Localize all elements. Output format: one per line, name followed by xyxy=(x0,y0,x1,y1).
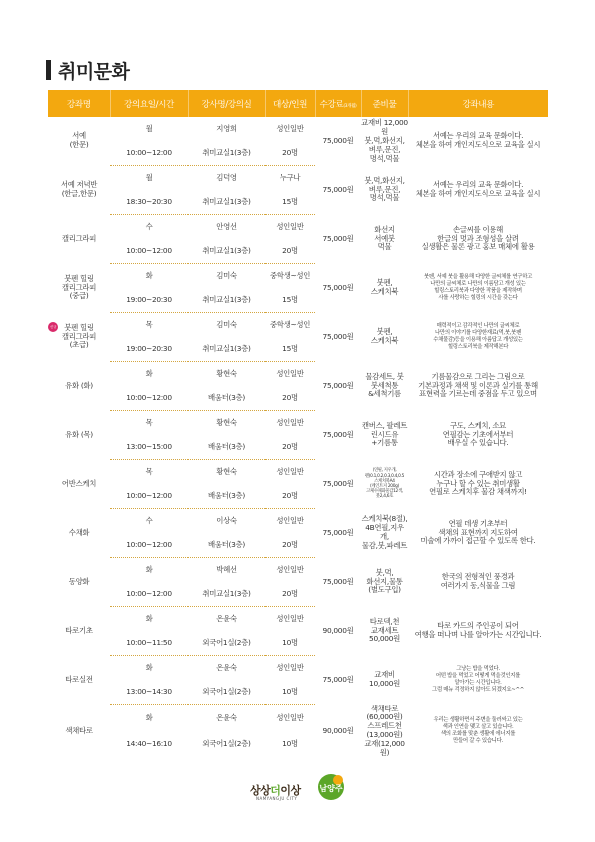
course-room: 취미교실1(3층) xyxy=(188,288,265,313)
course-teacher: 황현숙 xyxy=(216,368,237,378)
course-time: 13:00~14:30 xyxy=(110,680,188,705)
course-row xyxy=(48,509,548,534)
city-logo xyxy=(250,772,360,802)
course-name xyxy=(48,215,110,264)
course-row xyxy=(48,166,548,191)
course-room: 배움터(3층) xyxy=(188,484,265,509)
course-name-text: 색채타로 xyxy=(65,725,93,735)
course-teacher: 김미숙 xyxy=(216,319,237,329)
course-materials: 물감세트, 붓 붓세척통 &세척기름 xyxy=(365,371,404,399)
course-time: 10:00~12:00 xyxy=(110,386,188,411)
course-table xyxy=(48,90,548,758)
course-name xyxy=(48,656,110,705)
course-time: 10:00~12:00 xyxy=(110,141,188,166)
course-day: 화 xyxy=(145,613,153,623)
course-name-text: 서예 저녁반 (한글,한문) xyxy=(60,180,98,198)
course-target: 성인일반 xyxy=(276,221,304,231)
course-time: 13:00~15:00 xyxy=(110,435,188,460)
course-name xyxy=(48,313,110,362)
course-fee: 75,000원 xyxy=(322,331,354,341)
course-description: 구도, 스케치, 소묘 연필감는 기초에서부터 배우실 수 있습니다. xyxy=(442,420,514,448)
header-content: 강좌내용 xyxy=(408,90,548,117)
course-quota: 10명 xyxy=(282,739,298,749)
course-name xyxy=(48,411,110,460)
course-name-text: 캘리그라피 xyxy=(61,233,97,243)
course-description: 붓펜, 서예 붓을 활용해 다양한 글씨체를 연구하고 나만의 글씨체로 나만의 이름담고 개성 있는 힐링스토리북과 다양한 작품을 제작하며 사를 사랑하는 힐링의 시간을 갖는다 xyxy=(423,274,533,301)
course-name-text: 유화 (목) xyxy=(65,429,93,439)
course-name xyxy=(48,607,110,656)
course-target: 성인일반 xyxy=(276,466,304,476)
course-fee: 75,000원 xyxy=(322,527,354,537)
course-description: 시간과 장소에 구애받지 않고 누구나 할 수 있는 취미생활 연필로 스케치후 물감 채색까지! xyxy=(429,469,527,497)
course-room: 취미교실1(3층) xyxy=(188,190,265,215)
course-materials: 교재비 12,000원 붓,먹,화선지, 벼루,문진, 명석,먹물 xyxy=(361,118,408,163)
course-teacher: 황현숙 xyxy=(216,417,237,427)
course-name-text: 동양화 xyxy=(68,576,90,586)
course-name xyxy=(48,460,110,509)
course-materials: 교재비 10,000원 xyxy=(369,670,400,688)
course-name-text: 타로실전 xyxy=(65,674,93,684)
course-quota: 20명 xyxy=(265,386,315,411)
course-row xyxy=(48,705,548,732)
header-fee-label: 수강료 xyxy=(319,99,344,110)
course-target: 성인일반 xyxy=(276,564,304,574)
course-room: 취미교실1(3층) xyxy=(188,337,265,362)
course-day: 화 xyxy=(145,662,153,672)
course-room: 외국어1실(2층) xyxy=(188,631,265,656)
course-quota: 20명 xyxy=(265,484,315,509)
slogan-left: 상상 xyxy=(250,784,271,797)
course-materials: 붓펜, 스케치북 xyxy=(370,278,399,296)
course-target: 성인일반 xyxy=(276,417,304,427)
course-teacher: 온윤숙 xyxy=(216,662,237,672)
course-day: 화 xyxy=(145,712,153,722)
header-teacher-room: 강사명/강의실 xyxy=(188,90,265,117)
course-fee: 75,000원 xyxy=(322,233,354,243)
course-name xyxy=(48,509,110,558)
city-name-text: NAMYANGJU CITY xyxy=(256,796,298,801)
course-fee: 75,000원 xyxy=(322,135,354,145)
course-row xyxy=(48,313,548,338)
course-target: 성인일반 xyxy=(276,368,304,378)
course-target: 성인일반 xyxy=(276,662,304,672)
course-materials: 캔버스, 팔레트 린시드유 +기름통 xyxy=(361,420,408,448)
course-materials: 붓,먹,화선지, 벼루,문진, 명석,먹물 xyxy=(364,175,405,203)
course-materials: (연필, 지우개, 펜(0.1,0.2,0.3,0.4,0.5 스케치북A4 (케인트지 200g) 고체수채화물감12색, 붓2,4,6호 xyxy=(364,468,405,500)
course-quota: 15명 xyxy=(265,190,315,215)
course-teacher: 김덕영 xyxy=(216,172,237,182)
course-fee: 75,000원 xyxy=(322,576,354,586)
course-quota: 20명 xyxy=(265,533,315,558)
section-title xyxy=(46,58,129,82)
namyangju-emblem-icon xyxy=(316,772,346,802)
course-row xyxy=(48,607,548,632)
course-day: 목 xyxy=(145,466,153,476)
course-teacher: 김미숙 xyxy=(216,270,237,280)
course-row xyxy=(48,411,548,436)
course-time: 10:00~12:00 xyxy=(110,239,188,264)
course-target: 성인일반 xyxy=(276,613,304,623)
course-day: 화 xyxy=(145,564,153,574)
course-name-text: 타로기초 xyxy=(65,625,93,635)
course-name-text: 어반스케치 xyxy=(61,478,97,488)
course-room: 외국어1실(2층) xyxy=(202,739,251,749)
course-day: 수 xyxy=(145,515,153,525)
course-list xyxy=(48,117,548,758)
course-teacher: 지영희 xyxy=(216,123,237,133)
course-quota: 10명 xyxy=(265,680,315,705)
course-fee: 75,000원 xyxy=(322,429,354,439)
course-description: 매력적이고 감각적인 나만의 글씨체로 나만의 이야기를 다양한재료(먹,붓,붓펜 수채물감)등을 이용해 아름답고 개성있는 힐링스토리북을 제작해본다 xyxy=(433,323,523,350)
course-teacher: 박혜선 xyxy=(216,564,237,574)
course-description: 그냥는 밥을 먹었다. 어떤 밥을 먹었고 어떻게 먹을것인지를 알아가는 시간입니다. 그럼 매뉴 걱정하지 않아도 되겠지요~^^ xyxy=(432,666,524,693)
course-time: 10:00~11:50 xyxy=(110,631,188,656)
course-room: 배움터(3층) xyxy=(188,435,265,460)
slogan-right: 이상 xyxy=(280,784,301,797)
course-teacher: 이상숙 xyxy=(216,515,237,525)
course-time: 19:00~20:30 xyxy=(110,288,188,313)
course-name xyxy=(48,264,110,313)
course-materials: 붓,먹, 화선지,물통 (별도구입) xyxy=(366,567,403,595)
course-row xyxy=(48,264,548,289)
course-name xyxy=(48,166,110,215)
header-materials: 준비물 xyxy=(361,90,408,117)
course-fee: 75,000원 xyxy=(322,674,354,684)
new-badge: 신규 xyxy=(48,322,58,332)
course-description: 손글씨를 이용해 한글의 멋과 조형성을 살려 실생활은 물론 광고 홍보 매체에 활용 xyxy=(421,224,535,252)
course-target: 성인일반 xyxy=(276,123,304,133)
course-day: 목 xyxy=(145,417,153,427)
course-day: 월 xyxy=(145,123,153,133)
course-target: 누구나 xyxy=(279,172,301,182)
course-description: 한국의 전형적인 풍경과 여러가지 동,식물을 그림 xyxy=(440,572,516,590)
course-time: 10:00~12:00 xyxy=(110,582,188,607)
course-materials: 스케치북(8절), 4B연필,지우개, 물감,붓,파레트 xyxy=(361,514,408,550)
course-time: 10:00~12:00 xyxy=(110,533,188,558)
course-quota: 20명 xyxy=(265,435,315,460)
course-materials: 붓펜, 스케치북 xyxy=(370,327,399,345)
course-fee: 75,000원 xyxy=(322,184,354,194)
course-day: 화 xyxy=(145,368,153,378)
course-quota: 20명 xyxy=(265,239,315,264)
course-room: 배움터(3층) xyxy=(188,533,265,558)
course-teacher: 온윤숙 xyxy=(216,613,237,623)
course-teacher: 온윤숙 xyxy=(216,712,237,722)
course-name xyxy=(48,558,110,607)
course-fee: 90,000원 xyxy=(322,625,354,635)
slogan-heart: 더 xyxy=(270,784,281,797)
course-time: 18:30~20:30 xyxy=(110,190,188,215)
course-target: 성인일반 xyxy=(276,515,304,525)
course-name-text: 서예 (한문) xyxy=(69,131,89,150)
course-day: 수 xyxy=(145,221,153,231)
course-target: 성인일반 xyxy=(276,712,304,722)
course-teacher: 안영선 xyxy=(216,221,237,231)
course-row xyxy=(48,558,548,583)
course-day: 월 xyxy=(145,172,153,182)
course-fee: 75,000원 xyxy=(322,282,354,292)
course-description: 서예는 우리의 교육 문화이다. 체본을 하여 개인지도식으로 교육을 실시 xyxy=(415,180,541,198)
course-name-text: 붓펜 힐링 캘리그라피 (중급) xyxy=(61,273,97,301)
course-description: 연필 데생 기초부터 색채의 표현까지 지도하여 미술에 가까이 접근할 수 있도록 한다. xyxy=(420,518,536,546)
course-time: 10:00~12:00 xyxy=(110,484,188,509)
title-bar-mark xyxy=(46,60,51,80)
header-fee-unit: (3개월) xyxy=(343,103,357,109)
course-target: 중학생~성인 xyxy=(269,319,311,329)
table-header-row xyxy=(48,90,548,117)
course-quota: 20명 xyxy=(265,141,315,166)
header-target-quota: 대상/인원 xyxy=(265,90,315,117)
course-description: 서예는 우리의 교육 문화이다. 체본을 하여 개인지도식으로 교육을 실시 xyxy=(415,131,541,150)
course-time: 14:40~16:10 xyxy=(126,739,172,749)
header-day-time: 강의요일/시간 xyxy=(110,90,188,117)
course-teacher: 황현숙 xyxy=(216,466,237,476)
course-room: 취미교실1(3층) xyxy=(188,141,265,166)
course-materials: 타로덱,천 교재세트 50,000원 xyxy=(369,616,400,644)
emblem-text: 남양주 xyxy=(319,784,343,793)
course-row xyxy=(48,117,548,141)
course-row xyxy=(48,362,548,387)
course-day: 화 xyxy=(145,270,153,280)
course-room: 취미교실1(3층) xyxy=(188,239,265,264)
course-day: 목 xyxy=(145,319,153,329)
header-fee xyxy=(315,90,361,117)
course-row xyxy=(48,215,548,240)
course-materials: 화선지 서예붓 먹물 xyxy=(374,224,395,252)
course-description: 타로 카드의 주인공이 되어 여행을 떠나며 나를 알아가는 시간입니다. xyxy=(414,621,542,639)
course-fee: 75,000원 xyxy=(322,478,354,488)
course-row xyxy=(48,460,548,485)
course-target: 중학생~성인 xyxy=(269,270,311,280)
course-name xyxy=(48,705,110,758)
course-quota: 20명 xyxy=(265,582,315,607)
course-fee: 75,000원 xyxy=(322,380,354,390)
course-row xyxy=(48,656,548,681)
course-name-text: 유화 (화) xyxy=(65,380,93,390)
course-description: 우리는 생활하면서 주변을 둘러싸고 있는 색과 인연을 맺고 살고 있습니다. 색의 조화를 맞춘 생활에 에너지를 만들어 갈 수 있습니다. xyxy=(433,717,523,745)
course-materials: 색채타로 (60,000원) 스프레드천 (13,000원) 교재(12,000원) xyxy=(364,704,405,757)
page-title: 취미문화 xyxy=(58,60,130,83)
course-quota: 10명 xyxy=(265,631,315,656)
course-room: 외국어1실(2층) xyxy=(188,680,265,705)
course-name-text: 붓펜 힐링 캘리그라피 (초급) xyxy=(61,322,97,350)
course-name xyxy=(48,117,110,166)
header-name: 강좌명 xyxy=(48,90,110,117)
course-room: 배움터(3층) xyxy=(188,386,265,411)
course-name xyxy=(48,362,110,411)
course-fee: 90,000원 xyxy=(322,725,354,735)
course-time: 19:00~20:30 xyxy=(110,337,188,362)
course-name-text: 수채화 xyxy=(68,527,90,537)
course-quota: 15명 xyxy=(265,288,315,313)
course-description: 기름물감으로 그리는 그림으로 기본과정과 채색 및 이론과 실기를 통해 표현력을 기르는데 중점을 두고 있으며 xyxy=(418,371,538,399)
course-quota: 15명 xyxy=(265,337,315,362)
course-room: 취미교실1(3층) xyxy=(188,582,265,607)
